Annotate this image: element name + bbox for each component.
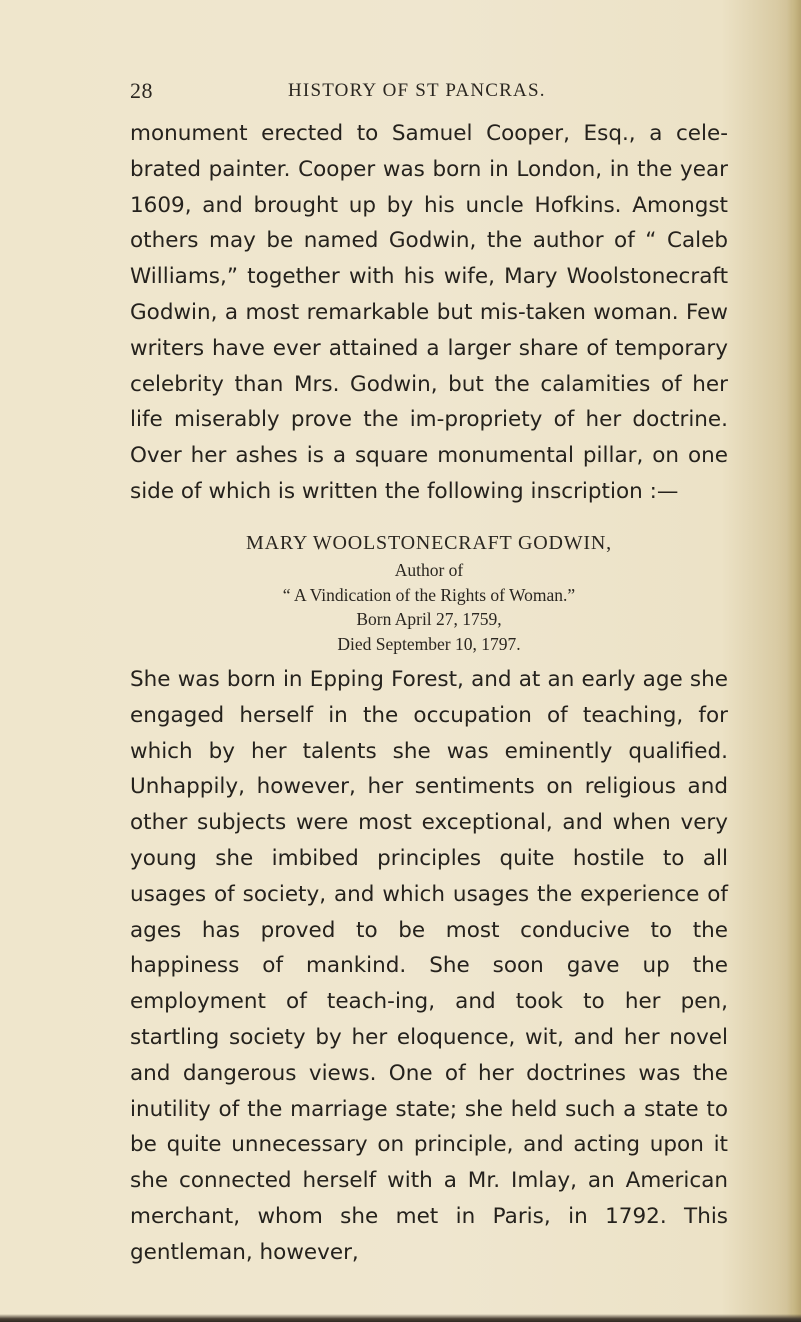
inscription-author-of: Author of [394, 560, 464, 580]
running-title: HISTORY OF ST PANCRAS. [288, 80, 546, 101]
page-number: 28 [130, 78, 153, 103]
page-header [130, 78, 730, 108]
inscription-name: MARY WOOLSTONECRAFT GODWIN, [246, 532, 612, 554]
inscription-born: Born April 27, 1759, [356, 609, 502, 629]
inscription-died: Died September 10, 1797. [337, 633, 521, 654]
paragraph-1: monument erected to Samuel Cooper, Esq., a cele-brated painter. Cooper was born in London, in the year 1609, and brought up by his uncle Hofkins. Amongst others may be named Godwin, the author of “ Caleb Williams,” together with his wife, Mary Woolstonecraft Godwin, a most remarkable but mis-taken woman. Few writers have ever attained a larger share of temporary celebrity than Mrs. Godwin, but the calamities of her life miserably prove the im-propriety of her doctrine. Over her ashes is a square monumental pillar, on one side of which is written the following inscription :— [130, 121, 728, 504]
page-edge-shadow [787, 0, 801, 1322]
paragraph-2: She was born in Epping Forest, and at an early age she engaged herself in the occupation of teaching, for which by her talents she was eminently qualified. Unhappily, however, her sentiments on religious and other subjects were most exceptional, and when very young she imbibed principles quite hostile to all usages of society, and which usages the experience of ages has proved to be most conducive to the happiness of mankind. She soon gave up the employment of teach-ing, and took to her pen, startling society by her eloquence, wit, and her novel and dangerous views. One of her doctrines was the inutility of the marriage state; she held such a state to be quite unnecessary on principle, and acting upon it she connected herself with a Mr. Imlay, an American merchant, whom she met in Paris, in 1792. This gentleman, however, [130, 667, 728, 1265]
page-bottom-edge [0, 1314, 801, 1322]
inscription-work: “ A Vindication of the Rights of Woman.” [282, 584, 576, 605]
inscription [130, 528, 728, 656]
